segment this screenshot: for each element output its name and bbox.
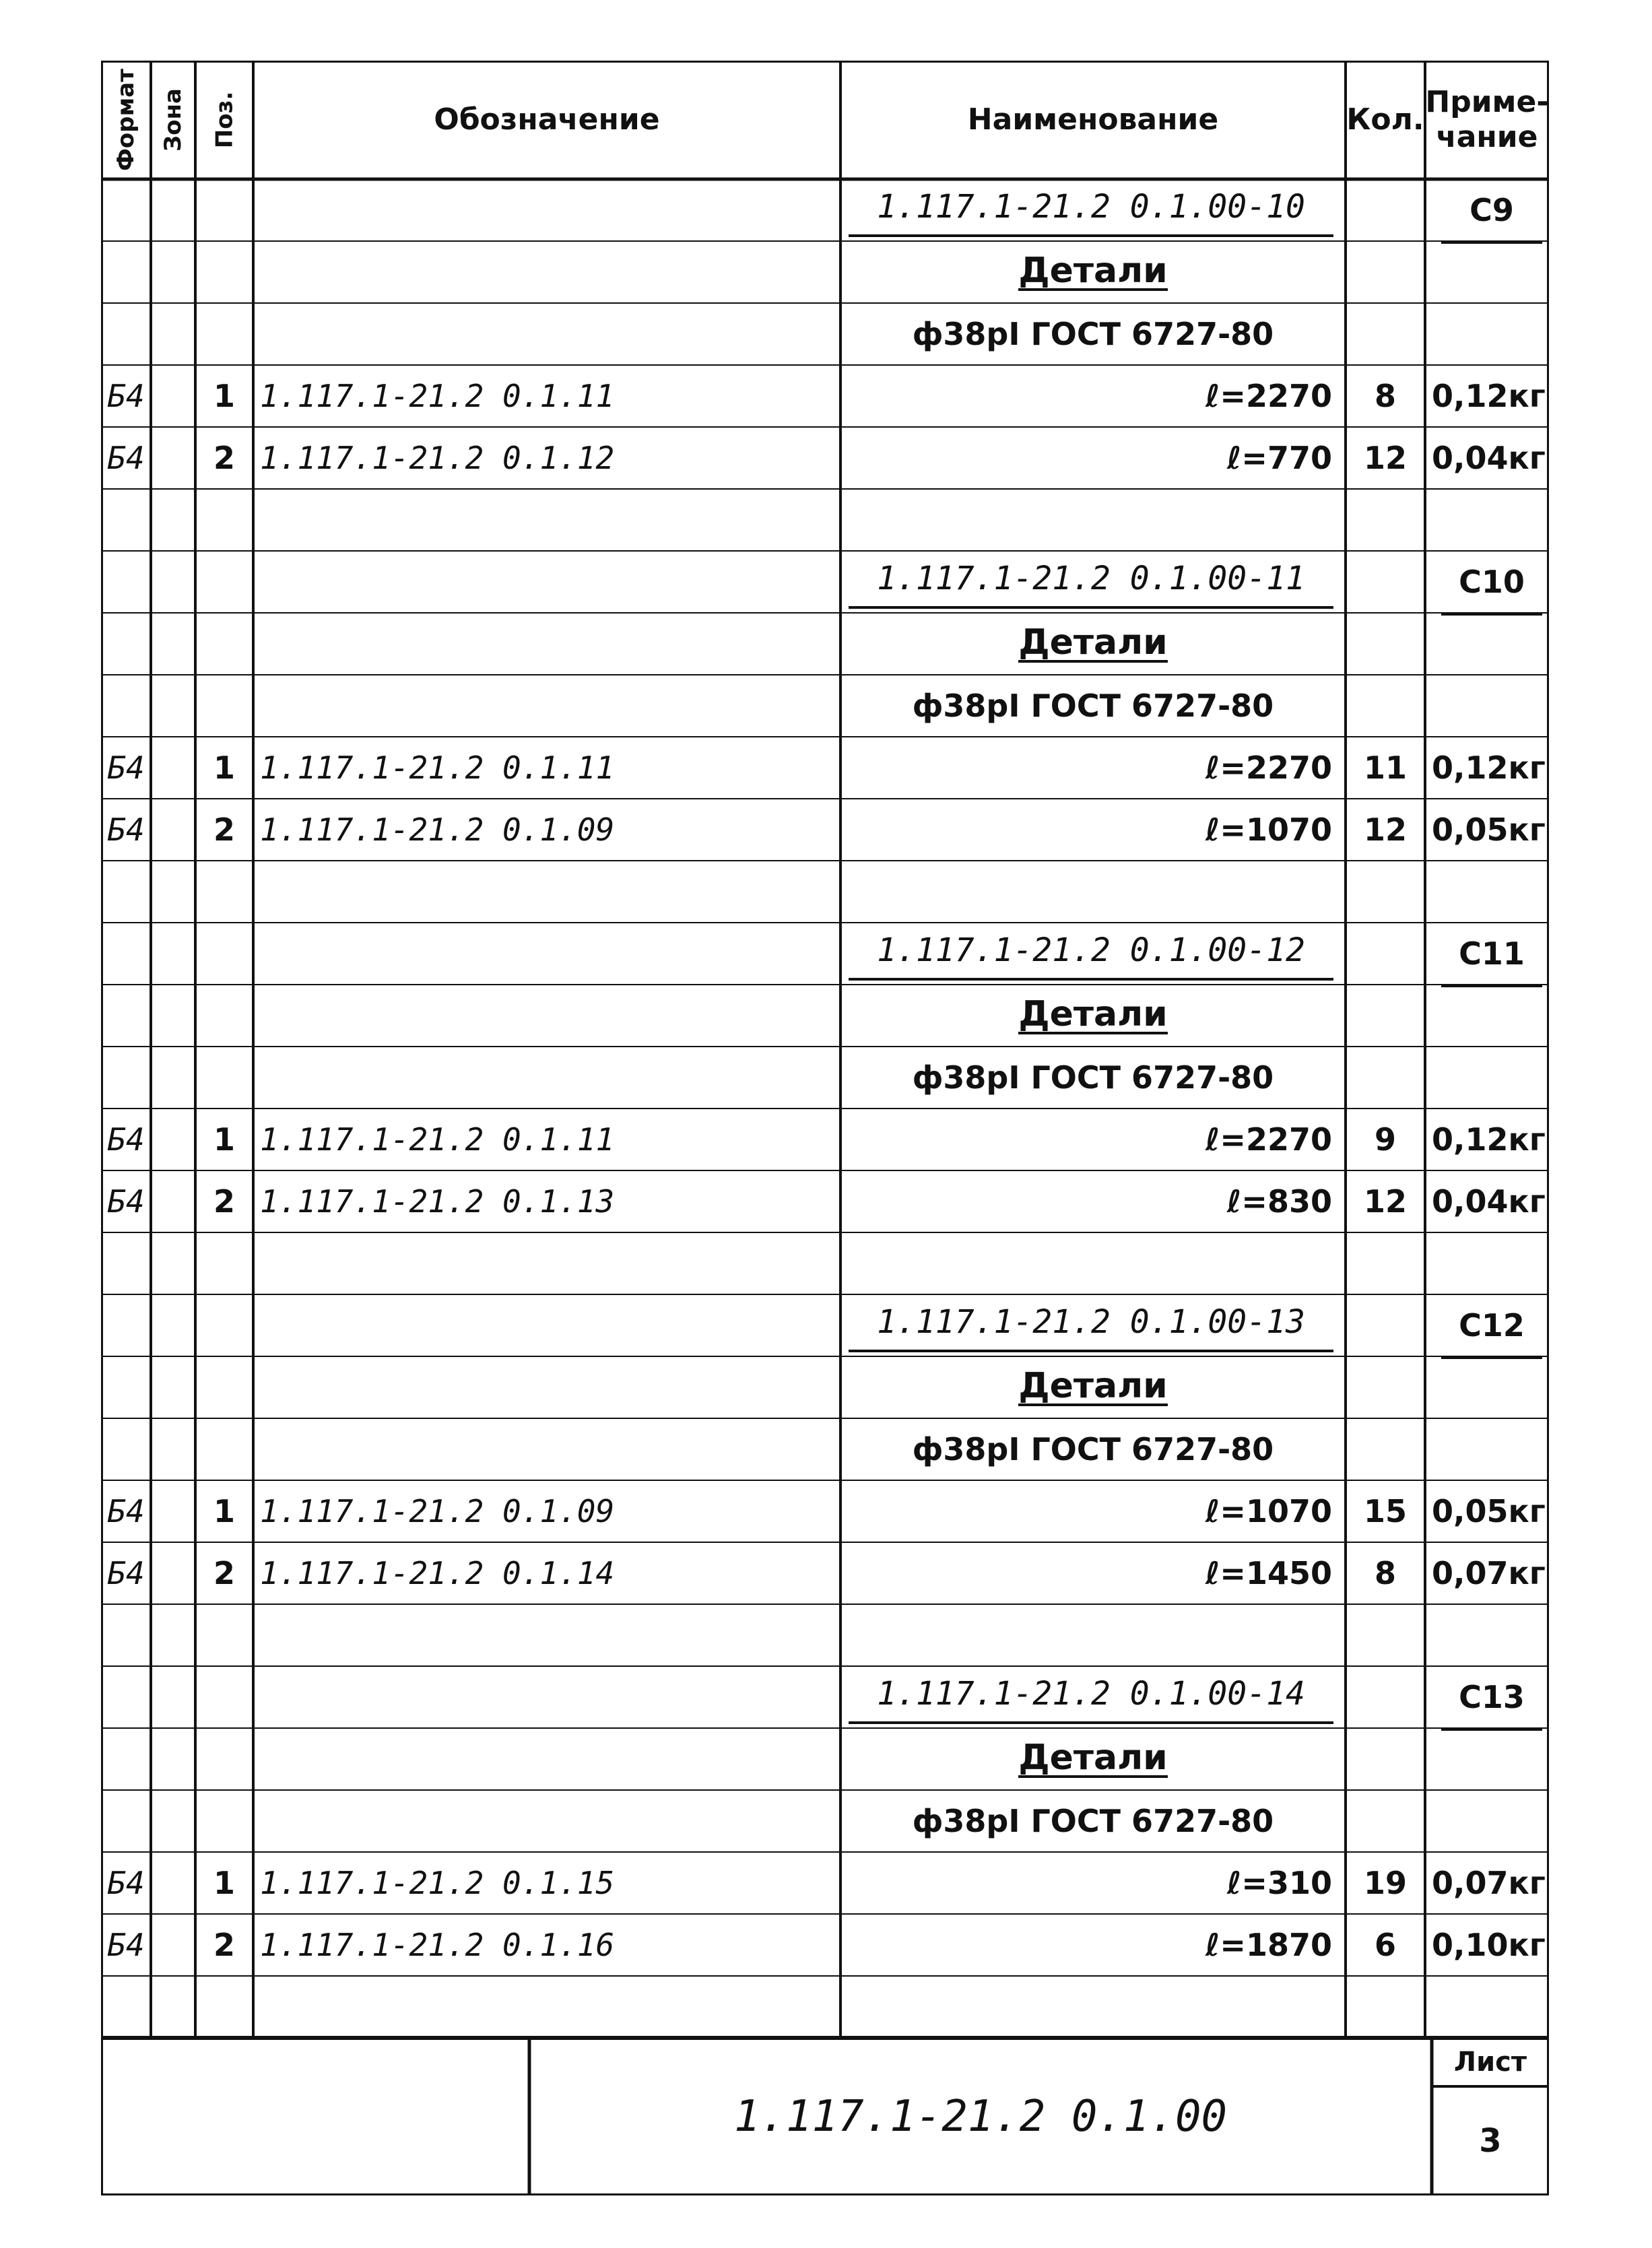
assembly-mark: С12 [1441, 1294, 1542, 1359]
item-length: ℓ=1870 [1205, 1927, 1332, 1963]
assembly-designation: 1.117.1-21.2 0.1.00-14 [849, 1666, 1333, 1724]
section-heading [840, 1728, 1346, 1790]
item-qty: 12 [1363, 1183, 1407, 1220]
item-designation: 1.117.1-21.2 0.1.13 [260, 1183, 615, 1220]
material-spec: ф38рI ГОСТ 6727-80 [912, 688, 1274, 724]
item-qty: 8 [1374, 378, 1396, 414]
assembly-designation: 1.117.1-21.2 0.1.00-11 [849, 551, 1333, 609]
item-note: 0,07кг [1432, 1555, 1546, 1591]
header-note-line2: чание [1436, 120, 1538, 154]
item-designation: 1.117.1-21.2 0.1.14 [260, 1555, 615, 1591]
item-length: ℓ=770 [1226, 440, 1332, 476]
item-designation: 1.117.1-21.2 0.1.16 [260, 1927, 615, 1963]
item-pos: 2 [213, 1927, 235, 1963]
item-designation: 1.117.1-21.2 0.1.11 [260, 1121, 615, 1158]
item-qty: 12 [1363, 440, 1407, 476]
section-heading [840, 1356, 1346, 1418]
material-spec: ф38рI ГОСТ 6727-80 [912, 1431, 1274, 1467]
item-format: Б4 [107, 1555, 145, 1591]
item-qty: 9 [1374, 1121, 1396, 1158]
item-format: Б4 [107, 440, 145, 476]
assembly-designation: 1.117.1-21.2 0.1.00-12 [849, 923, 1333, 981]
specification-sheet [101, 61, 1549, 2195]
item-pos: 1 [213, 378, 235, 414]
item-qty: 6 [1374, 1927, 1396, 1963]
header-format: Формат [112, 69, 140, 171]
item-note: 0,07кг [1432, 1865, 1546, 1901]
item-note: 0,12кг [1432, 378, 1546, 414]
item-designation: 1.117.1-21.2 0.1.09 [260, 1493, 615, 1529]
material-spec: ф38рI ГОСТ 6727-80 [912, 1059, 1274, 1096]
item-qty: 19 [1363, 1865, 1407, 1901]
section-heading [840, 985, 1346, 1047]
item-note: 0,12кг [1432, 750, 1546, 786]
item-format: Б4 [107, 1121, 145, 1158]
assembly-mark: С10 [1441, 551, 1542, 616]
assembly-designation: 1.117.1-21.2 0.1.00-13 [849, 1294, 1333, 1352]
item-qty: 15 [1363, 1493, 1407, 1529]
item-note: 0,04кг [1432, 1183, 1546, 1220]
item-note: 0,04кг [1432, 440, 1546, 476]
item-pos: 1 [213, 1493, 235, 1529]
item-format: Б4 [107, 1927, 145, 1963]
item-format: Б4 [107, 1183, 145, 1220]
title-block-document: 1.117.1-21.2 0.1.00 [733, 2092, 1228, 2142]
assembly-designation: 1.117.1-21.2 0.1.00-10 [849, 179, 1333, 237]
header-designation: Обозначение [434, 102, 660, 137]
item-note: 0,12кг [1432, 1121, 1546, 1158]
section-heading-text: Детали [1018, 251, 1168, 291]
item-length: ℓ=830 [1226, 1183, 1332, 1220]
material-spec: ф38рI ГОСТ 6727-80 [912, 316, 1274, 352]
section-heading [840, 613, 1346, 675]
item-qty: 12 [1363, 812, 1407, 848]
item-pos: 1 [213, 1121, 235, 1158]
item-qty: 11 [1363, 750, 1407, 786]
item-note: 0,05кг [1432, 1493, 1546, 1529]
item-format: Б4 [107, 1493, 145, 1529]
item-length: ℓ=1450 [1205, 1555, 1332, 1591]
item-qty: 8 [1374, 1555, 1396, 1591]
item-designation: 1.117.1-21.2 0.1.12 [260, 440, 615, 476]
section-heading-text: Детали [1018, 1366, 1168, 1406]
assembly-mark: С9 [1441, 179, 1542, 244]
item-format: Б4 [107, 750, 145, 786]
header-note [1425, 61, 1549, 179]
section-heading-text: Детали [1018, 622, 1168, 663]
header-pos: Поз. [211, 91, 238, 149]
header-zone: Зона [160, 88, 187, 152]
item-note: 0,05кг [1432, 812, 1546, 848]
item-note: 0,10кг [1432, 1927, 1546, 1963]
item-length: ℓ=2270 [1205, 378, 1332, 414]
item-pos: 2 [213, 812, 235, 848]
item-designation: 1.117.1-21.2 0.1.15 [260, 1865, 615, 1901]
item-length: ℓ=1070 [1205, 812, 1332, 848]
assembly-mark: С11 [1441, 923, 1542, 987]
section-heading-text: Детали [1018, 1738, 1168, 1778]
item-designation: 1.117.1-21.2 0.1.11 [260, 750, 615, 786]
item-length: ℓ=1070 [1205, 1493, 1332, 1529]
sheet-label: Лист [1453, 2047, 1527, 2078]
item-format: Б4 [107, 812, 145, 848]
material-spec: ф38рI ГОСТ 6727-80 [912, 1803, 1274, 1839]
item-length: ℓ=310 [1226, 1865, 1332, 1901]
sheet-number: 3 [1479, 2122, 1502, 2160]
item-designation: 1.117.1-21.2 0.1.09 [260, 812, 615, 848]
assembly-mark: С13 [1441, 1666, 1542, 1731]
item-format: Б4 [107, 1865, 145, 1901]
item-pos: 2 [213, 1555, 235, 1591]
section-heading-text: Детали [1018, 994, 1168, 1034]
section-heading [840, 241, 1346, 303]
item-pos: 1 [213, 750, 235, 786]
item-pos: 2 [213, 1183, 235, 1220]
item-designation: 1.117.1-21.2 0.1.11 [260, 378, 615, 414]
header-note-line1: Приме- [1425, 85, 1549, 119]
header-name: Наименование [967, 102, 1219, 137]
item-length: ℓ=2270 [1205, 1121, 1332, 1158]
item-pos: 2 [213, 440, 235, 476]
item-pos: 1 [213, 1865, 235, 1901]
item-format: Б4 [107, 378, 145, 414]
header-qty: Кол. [1346, 102, 1424, 137]
item-length: ℓ=2270 [1205, 750, 1332, 786]
